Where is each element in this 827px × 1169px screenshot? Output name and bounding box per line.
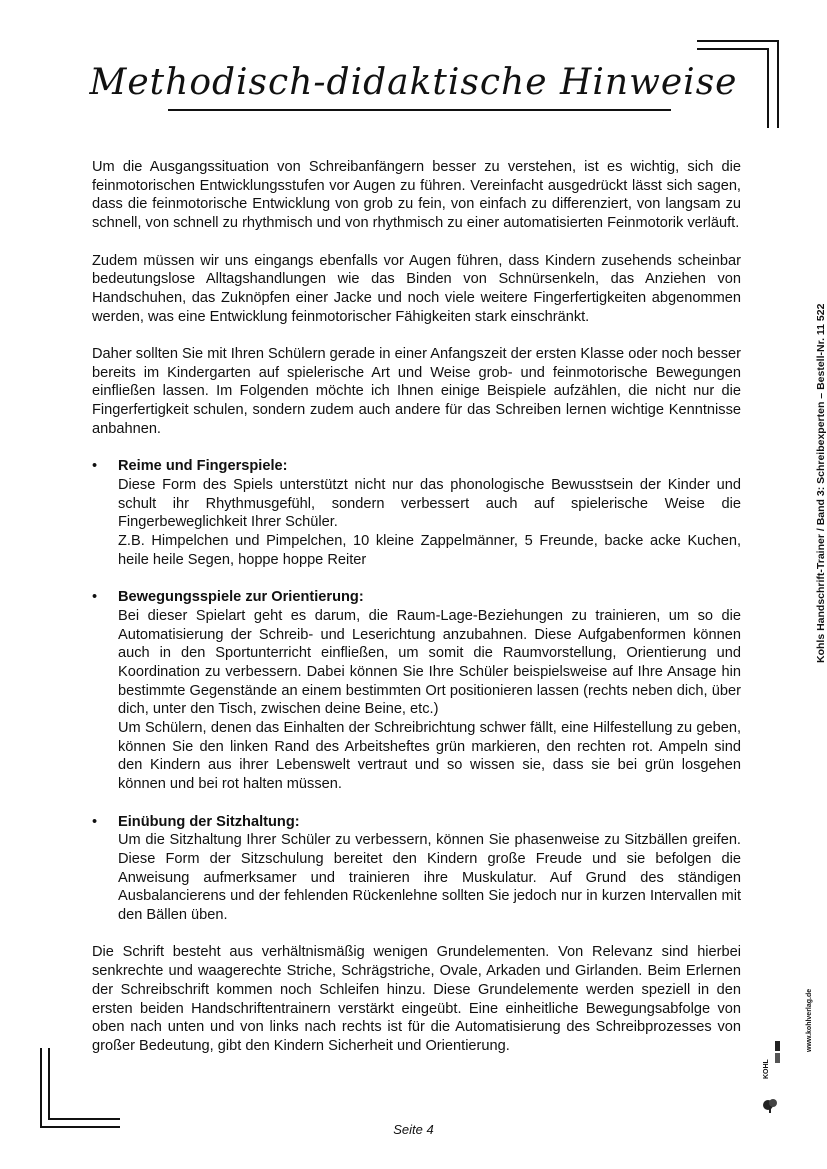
- intro-paragraph-3: Daher sollten Sie mit Ihren Schülern gerade in einer Anfangszeit der ersten Klasse oder noch besser bereits im Kindergarten auf spielerische Art und Weise grob- und feinmotorische Bewegungen einfließen lassen. Im Folgenden möchte ich Ihnen einige Beispiele aufzählen, die nicht nur die Fingerfertigkeit schulen, sondern zudem auch andere für das Schreiben lernen wichtige Kenntnisse anbahnen.: [92, 346, 741, 437]
- bullet-posture: [92, 813, 741, 925]
- main-content: [92, 158, 741, 1074]
- bullet-heading: Einübung der Sitzhaltung:: [118, 813, 300, 830]
- bullet-text: Um die Sitzhaltung Ihrer Schüler zu verbessern, können Sie phasenweise zu Sitzbällen greifen. Diese Form der Sitzschulung bereitet den Kindern große Freude und sie befolgen die Anweisung aufmerksamer und trainieren ihre Muskulatur. Auf Grund des ständigen Ausbalancierens und der fehlenden Rückenlehne sollten Sie jedoch nur in kurzen Intervallen mit den Bällen üben.: [118, 832, 741, 924]
- sidebar-series-text: Kohls Handschrift-Trainer / Band 3: Schreibexperten – Bestell-Nr. 11 522: [815, 303, 827, 663]
- page-number: Seite 4: [393, 1122, 434, 1137]
- sidebar-url: www.kohlverlag.de: [806, 988, 813, 1052]
- intro-paragraph-2: Zudem müssen wir uns eingangs ebenfalls vor Augen führen, dass Kindern zusehends scheinbar bedeutungslose Alltagshandlungen wie das Binden von Schnürsenkeln, das Anziehen von Handschuhen, das Zuknöpfen einer Jacke und noch viele weitere Fingerfertigkeiten abgenommen werden, was eine Entwicklung feinmotorischer Fähigkeiten stark einschränkt.: [92, 252, 741, 325]
- publisher-logo: [759, 1035, 781, 1113]
- bullet-dot: •: [92, 589, 98, 606]
- bullet-rhymes: [92, 457, 741, 569]
- intro-paragraph-1: Um die Ausgangssituation von Schreibanfängern besser zu verstehen, ist es wichtig, sich die feinmotorischen Entwicklungsstufen vor Augen zu führen. Vereinfacht ausgedrückt lässt sich sagen, dass die feinmotorische Entwicklung von grob zu fein, von einfach zu differenziert, von langsam zu schnell, von schnell zu rhythmisch und von rhythmisch zu einer automatisierten Feinmotorik verläuft.: [92, 159, 741, 232]
- bullet-heading: Bewegungsspiele zur Orientierung:: [118, 589, 364, 606]
- bullet-text: Diese Form des Spiels unterstützt nicht nur das phonologische Bewusstsein der Kinder und schult ihr Rhythmusgefühl, sondern verbessert auch auf spielerische Weise die Fingerbeweglichkeit Ihrer Schüler.: [118, 476, 741, 531]
- title-underline: [168, 109, 671, 111]
- bullet-text: Bei dieser Spielart geht es darum, die Raum-Lage-Beziehungen zu trainieren, um so die Automatisierung der Schreib- und Leserichtung anzubahnen. Diese Aufgabenformen können auch in den Sportunterricht einfließen, um somit die Raumvorstellung, Orientierung und Koordination zu verbessern. Dabei können Sie Ihre Schüler beispielsweise auf Ihre Ansage hin bestimmte Gegenstände an einem bestimmten Ort positionieren lassen (rechts neben dich, über dich, unter den Tisch, zwischen deine Beine, etc.): [118, 607, 741, 718]
- bullet-text: Um Schülern, denen das Einhalten der Schreibrichtung schwer fällt, eine Hilfestellung zu geben, können Sie den linken Rand des Arbeitsheftes grün markieren, den rechten rot. Ampeln sind den Kindern aus ihrer Lebenswelt vertraut und so wissen sie, dass sie bei grün losgehen können und bei rot halten müssen.: [118, 720, 741, 793]
- bullet-heading: Reime und Fingerspiele:: [118, 458, 288, 475]
- bullet-text: Z.B. Himpelchen und Pimpelchen, 10 kleine Zappelmänner, 5 Freunde, backe acke Kuchen, heile heile Segen, hoppe hoppe Reiter: [118, 533, 741, 568]
- page-title: Methodisch-didaktische Hinweise: [89, 62, 738, 103]
- closing-paragraph: Die Schrift besteht aus verhältnismäßig wenigen Grundelementen. Von Relevanz sind hierbei senkrechte und waagerechte Striche, Schrägstriche, Ovale, Arkaden und Girlanden. Beim Erlernen der Schreibschrift kommen noch Schleifen hinzu. Diese Grundelemente werden speziell in den ersten beiden Handschriftentrainern verstärkt eingeübt. Eine einheitliche Bewegungsabfolge von oben nach unten und von links nach rechts ist für die Automatisierung des Schreibprozesses von großer Bedeutung, gibt den Kindern Sicherheit und Orientierung.: [92, 944, 741, 1054]
- bullet-orientation: [92, 588, 741, 794]
- bullet-dot: •: [92, 813, 98, 830]
- bullet-dot: •: [92, 458, 98, 475]
- logo-text: KOHL: [763, 1059, 770, 1079]
